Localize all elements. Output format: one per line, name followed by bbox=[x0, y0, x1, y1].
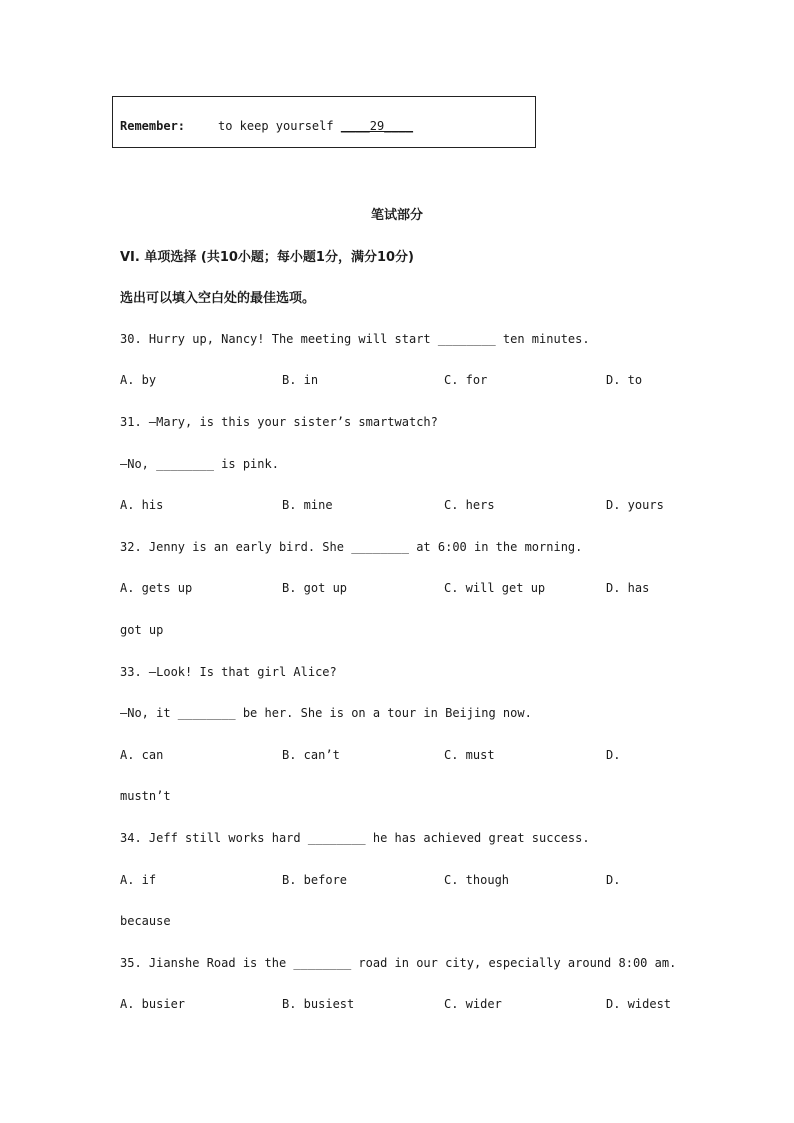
remember-box bbox=[112, 96, 536, 148]
option-b: B. in bbox=[282, 373, 319, 387]
option-d: D. yours bbox=[606, 498, 664, 512]
option-a: A. if bbox=[120, 873, 157, 887]
option-a: A. can bbox=[120, 748, 164, 762]
remember-label: Remember: bbox=[120, 119, 186, 133]
option-a: A. his bbox=[120, 498, 164, 512]
question-35-stem: 35. Jianshe Road is the ________ road in our city, especially around 8:00 am. bbox=[120, 956, 677, 970]
option-a: A. gets up bbox=[120, 581, 193, 595]
question-34-stem: 34. Jeff still works hard ________ he has achieved great success. bbox=[120, 831, 590, 845]
option-b: B. before bbox=[282, 873, 348, 887]
option-b: B. mine bbox=[282, 498, 333, 512]
option-a: A. busier bbox=[120, 997, 186, 1011]
option-d: D. bbox=[606, 748, 621, 762]
option-c: C. though bbox=[444, 873, 510, 887]
remember-phrase: to keep yourself bbox=[218, 119, 334, 133]
question-33-stem: 33. —Look! Is that girl Alice? bbox=[120, 665, 337, 679]
question-30-stem: 30. Hurry up, Nancy! The meeting will start ________ ten minutes. bbox=[120, 332, 590, 346]
question-32-option-d-wrap: got up bbox=[120, 623, 164, 637]
answer-blank-29: ____29____ bbox=[340, 119, 414, 133]
question-32-stem: 32. Jenny is an early bird. She ________ at 6:00 in the morning. bbox=[120, 540, 583, 554]
question-33-reply: —No, it ________ be her. She is on a tour in Beijing now. bbox=[120, 706, 532, 720]
question-31-stem: 31. —Mary, is this your sister’s smartwatch? bbox=[120, 415, 438, 429]
option-d: D. bbox=[606, 873, 621, 887]
section-title: 笔试部分 bbox=[370, 208, 423, 223]
part-heading: VI. 单项选择 (共10小题；每小题1分，满分10分) bbox=[120, 250, 414, 265]
option-c: C. for bbox=[444, 373, 488, 387]
remember-text bbox=[218, 119, 413, 133]
question-31-reply: —No, ________ is pink. bbox=[120, 457, 279, 471]
option-a: A. by bbox=[120, 373, 157, 387]
option-d: D. widest bbox=[606, 997, 672, 1011]
question-34-option-d-wrap: because bbox=[120, 914, 171, 928]
option-c: C. must bbox=[444, 748, 495, 762]
question-33-option-d-wrap: mustn’t bbox=[120, 789, 171, 803]
option-b: B. can’t bbox=[282, 748, 340, 762]
option-b: B. busiest bbox=[282, 997, 355, 1011]
option-b: B. got up bbox=[282, 581, 348, 595]
option-c: C. will get up bbox=[444, 581, 546, 595]
option-d: D. to bbox=[606, 373, 643, 387]
option-d: D. has bbox=[606, 581, 650, 595]
option-c: C. wider bbox=[444, 997, 502, 1011]
option-c: C. hers bbox=[444, 498, 495, 512]
instruction: 选出可以填入空白处的最佳选项。 bbox=[120, 291, 316, 306]
